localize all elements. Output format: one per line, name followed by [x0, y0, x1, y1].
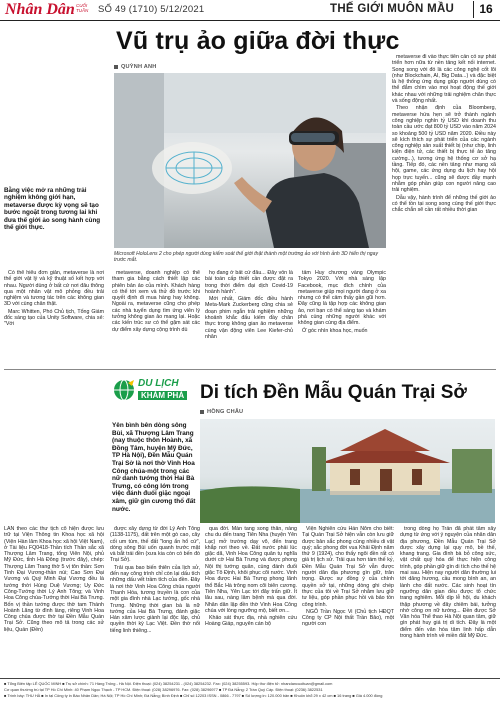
globe-icon [112, 378, 136, 402]
article2-col4 [302, 526, 394, 676]
article2-col5-p1: trong dòng họ Trần đã phát tâm xây dựng từ ứng với ý nguyện của nhân dân địa phương, Đền Mẫu Quán Trại Sở được xây dựng lại quy mô, bề thế, khang trang. Gia đình bà bỏ công sức, vật chất quý hóa để thực hiện công trình, góp phần giữ gìn di tích cho thế hệ mai sau. Hiện nay người dân thường lui tới dâng hương, cầu mong bình an, an lành cho đất nước. Các sinh hoạt tín ngưỡng dân gian đều được tổ chức trang nghiêm. Mỗi dịp lễ hội, du khách thập phương về đây chiêm bái, tưởng nhớ công ơn nữ tướng... Đền được Sở Văn hóa Thể thao Hà Nội quan tâm, giữ gìn phát huy giá trị di tích. Đây là một điểm đến văn hóa tâm linh hấp dẫn trong hành trình về miền đất Mỹ Đức. [400, 526, 496, 640]
article1-title: Vũ trụ ảo giữa đời thực [116, 27, 400, 55]
article1-right-p1: metaverse đi vào thực tiễn cần có sự phát triển hơn nữa từ nền tảng kết nối internet. Song song với đó là các công nghệ cốt lõi (như Blockchain, AI, Big Data...) và đặc biệt là hệ thống ứng dụng giúp người dùng có thể đắm chìm vào mọi hoạt động thế giới khác nhau với những trải nghiệm chân thực và sống động nhất. [392, 54, 496, 105]
article2-col3-p2: Khảo sát thực địa, nhà nghiên cứu Hoàng Giáp, nguyên cán bộ [205, 615, 297, 628]
article1-author [114, 64, 156, 70]
masthead-logo: Nhân Dân [5, 1, 75, 18]
travel-badge-top: DU LỊCH [138, 378, 179, 389]
article1-col2 [112, 270, 200, 365]
footer-line2: Cơ quan thường trú tại TP Hồ Chí Minh: 40 Phạm Ngọc Thạch - TP HCM. Điện thoại: (028) 38296976. Fax: (028) 38296977 ■ TP Đà Nẵng: 2 Trần Quý Cáp. Điện thoại: (0236) 3822531 [4, 687, 323, 693]
temple-illustration [200, 419, 495, 523]
article1-author-name: QUỲNH ANH [121, 64, 157, 70]
article1-col1-p2: Marc Whitten, Phó Chủ tịch, Tổng Giám đốc sáng tạo của Unity Software, chia sẻ: "Với [4, 308, 104, 328]
article1-right-p3: Dẫu vậy, hành trình để những thế giới ảo có thể tồn tại song song cùng thế giới thực chắc chắn sẽ cần rất nhiều thời gian [392, 194, 496, 214]
issue-info: SỐ 49 (1710) 5/12/2021 [98, 4, 205, 15]
footer-line3: ■ Trình bày: THU HÀ ■ In tại Công ty in Báo Nhân Dân; Hà Nội; TP Hồ Chí Minh; Đà Nẵng; Bình Định ■ Chỉ số 12203 ISSN - 0866 - 7797 ■ Số lượng in: 120.000 bản ■ Khuôn khổ 29 x 42 cm ■ 16 trang ■ Giá 4.000 đồng [4, 693, 383, 699]
article2-col1 [4, 526, 104, 676]
article1-photo [114, 73, 386, 248]
article2-lead: Yên bình bên dòng sông Bùi, xã Thượng Lâm Trang (nay thuộc thôn Hoành, xã Đồng Tâm, huyện Mỹ Đức, TP Hà Nội), Đền Mẫu Quán Trại Sở là nơi thờ Vinh Hoa Công chúa-một trong các nữ danh tướng thời Hai Bà Trưng, có công lớn trong việc đánh đuổi giặc ngoại xâm, giữ gìn cương thổ đất nước. [112, 422, 196, 513]
byline-marker [200, 410, 204, 414]
article1-col4-p2: Ở góc nhìn khoa học, muốn [302, 327, 368, 334]
page-number: 16 [473, 1, 498, 18]
article1-pull-quote: Bằng việc mở ra những trải nghiệm không giới hạn, metaverse được kỳ vọng sẽ tạo bước ngoặt trong tương lai khi đưa thế giới ảo song hành cùng thế giới thực. [4, 187, 101, 232]
article1-col4-p1: tấm Huy chương vàng Olympic Tokyo 2020. Với nhà sáng lập Facebook, mục đích chính của metaverse giúp mọi người đang ở xa nhưng có thể cảm thấy gần gũi hơn. Đây cũng là tập hợp các không gian ảo, nơi bạn có thể sáng tạo và khám phá cùng những người khác với không gian cùng địa điểm. [298, 270, 386, 327]
article2-photo [200, 419, 495, 523]
hologram-engine [166, 152, 222, 184]
travel-badge-bottom: KHÁM PHÁ [138, 391, 187, 400]
footer-line1: ■ Tổng Biên tập LÊ QUỐC MINH ■ Trụ sở chính: 71 Hàng Trống - Hà Nội. Điện thoại: (024) 38254231 - (024) 38254232. Fax: (024) 38255593. Hộp thư điện tử: nhandancuoituan@gmail.com [4, 681, 333, 686]
article1-right-column [392, 54, 496, 366]
article2-col2-p1: được xây dựng từ đời Lý Anh Tông (1138-1175), đất trên một gò cao, cây cối um tùm, thế đất "long ẩn hổ cứ", dòng sông Bùi uốn quanh trước mặt và bắt trái đền (xưa kia còn có bến đò Trại Sở). [110, 526, 200, 564]
article2-col2-p2: Trải qua bao biến thiên của lịch sử, đến nay công trình chỉ còn lại dấu tích những dấu vết trầm tích của đền. Đây là nơi thờ Vinh Hoa Công chúa người Thanh Hóa, tương truyền là con của một gia đình nhà Lạc tướng, gốc nhà Trưng. Những thời gian bà là nữ tướng của Hai Bà Trưng, đánh giặc Hán xâm lược giành lại độc lập, chủ quyền thời kỳ Lạc Việt. Đền thờ nổi tiếng linh thiêng... [110, 564, 200, 634]
article1-col2-p1: metaverse, doanh nghiệp có thể tham gia bằng cách thiết lập các phiên bản ảo của mình. Khách hàng có thể tới xem và thử đồ trước khi quyết định đi mua hàng hay không. Ngoài ra, metaverse cũng cho phép các nhà tuyển dụng tìm ứng viên lý tưởng không gian ảo mang lại. Hoặc các kiến trúc sư có thể gặm sát các dự điểm xây dựng cộng trình dù [112, 270, 200, 333]
section-title: THẾ GIỚI MUÔN MẦU [330, 3, 455, 15]
article1-caption: Microsoft HoloLens 2 cho phép người dùng kiểm soát thế giới thật thành một trường ảo với hình ảnh 3D hiển thị ngay trước mắt. [114, 251, 378, 264]
article1-col3-p2: Mới nhất, Giám đốc điều hành Meta-Mark Zuckerberg cũng chia sẻ đoạn phim ngắn trải nghiệm những khoảnh khắc đấu kiếm đầy chân thực trong không gian ảo metaverse cùng vận động viên Lee Kiefer-chủ nhân [205, 296, 293, 340]
byline-marker [114, 65, 118, 69]
article1-col1-p1: Có thể hiểu đơn giản, metaverse là nơi thế giới vật lý và kỹ thuật số kết hợp với nhau. Người dùng ở bất cứ nơi đâu thông qua một nhân vật mô phỏng đều trải nghiệm và tương tác trên các không gian 3D với cùng chân thật. [4, 270, 104, 308]
article1-right-p2: Theo nhận định của Bloomberg, metaverse hứa hẹn sẽ trở thành ngành công nghiệp nghìn tỷ USD khi doanh thu toàn cầu ước đạt 800 tỷ USD vào năm 2024 so khoảng 500 tỷ USD năm 2020. Điều này sẽ kích thích sự phát triển của các ngành công nghiệp sản xuất thiết bị (như chip, linh kiện điện tử, các thiết bị thực tế ảo tăng cường...), tương ứng hệ thống cơ sở hạ tầng. Tiếp đó, các nền tảng như mạng xã hội, game, các ứng dụng du lịch hay hội họp trực tuyến... cũng sẽ được đầy mạnh nhằm góp phần giúp con người nâng cao trải nghiệm. [392, 105, 496, 194]
article2-col1-p1: LẦN theo các thư tịch cổ hiện được lưu trữ tại Viện Thông tin Khoa học xã hội (Viện Hàn lâm Khoa học xã hội Việt Nam), ở Tài liệu FQ0418-Thần tích Thần sắc xã Thượng Lâm Trang, tổng Viên Nội, phủ Mỹ Đức, tỉnh Hà Đông (trước đây), chép: Thượng Lâm Trang thờ 5 vị tôn thần: Sơn Tinh Đại Vương-thần núi; Cao Sơn Đại Vương và Quý Minh Đại Vương đều là tướng thời Hùng Duệ Vương; Uy Đức Công-Tướng thời Lý Anh Tông; và Vinh Hoa Công chúa-Tướng thời Hai Bà Trưng. Bốn vị thần tướng được thờ tam Thánh Hoành Lăng từ đình làng, riêng Vinh Hoa Công chúa được thờ tại Đền Mẫu Quán Trại Sở. Cũng theo mô tả trong các sử liệu, Quán (Đền) [4, 526, 104, 633]
masthead [0, 0, 500, 21]
article1-col3-p1: họ đang ở bất cứ đâu... Đây vốn là bài toán cấp thiết cần được đặt ra trong thời điểm đại dịch Covid-19 hoành hành". [205, 270, 293, 295]
article2-author-name: HỒNG CHÂU [207, 409, 244, 415]
article1-col1 [4, 270, 104, 365]
article-divider [4, 369, 496, 370]
article2-author [200, 409, 243, 415]
article1-col4 [298, 270, 386, 365]
footer [0, 678, 500, 709]
article2-col3 [205, 526, 297, 676]
article1-col3 [205, 270, 293, 365]
article2-col4-p1: Viện Nghiên cứu Hán Nôm cho biết: Tại Quán Trại Sở hiện vẫn còn lưu giữ được bản sắc phong cùng nhiều di vật quý; sắc phong đời vua Khải Định năm thứ 9 (1924), cho thấy ngôi đền rất có giá trị lịch sử. Trải qua hơn tám thế kỷ, Đền Mẫu Quán Trại Sở vẫn được người dân địa phương gìn giữ, trân trọng. Được sự đồng ý của chính quyền sở tại, những dòng ghi chép thực của tôi về Trại Sở nhằm lưu giữ tư liệu, góp phần phục hồi và bảo tồn công trình. [302, 526, 394, 608]
article2-col5 [400, 526, 496, 676]
article2-title: Di tích Đền Mẫu Quán Trại Sở [200, 382, 467, 403]
hololens-illustration [114, 73, 386, 248]
article2-col4-p2: NGÔ Trần Ngọc Vi (Chủ tịch HĐQT Công ty CP Nội thất Trần Bảo), một người con [302, 608, 394, 628]
masthead-logo-sub: CUỐI TUẦN [76, 3, 89, 13]
article2-col3-p1: qua đời. Màn tang song thân, nàng chu du đến trang Tiên Nha (huyện Yên Lạc) mở trường dạy võ, đến trang khắp nơi theo về. Đất nước phải lúc giặc dã, Vinh Hoa Công quân tụ nghĩa dưới cờ Hai Bà Trưng và được phong Nội thị tướng quân, cùng đánh đuổi giặc Tô Định, khôi phục cõi nước. Vinh Hoa được Hai Bà Trưng phong lãnh thổ Bắc Hà trông nom cõi biên cương. Tiên Nha, Yên Lạc tới đây trấn giữ. Ít lâu sau, nàng lâm bệnh mà qua đời. Nhân dân lập đền thờ Vinh Hoa Công chúa với lòng ngưỡng mộ, biết ơn... [205, 526, 297, 614]
temple-building [320, 429, 450, 491]
article2-col2 [110, 526, 200, 676]
travel-badge [112, 374, 192, 410]
